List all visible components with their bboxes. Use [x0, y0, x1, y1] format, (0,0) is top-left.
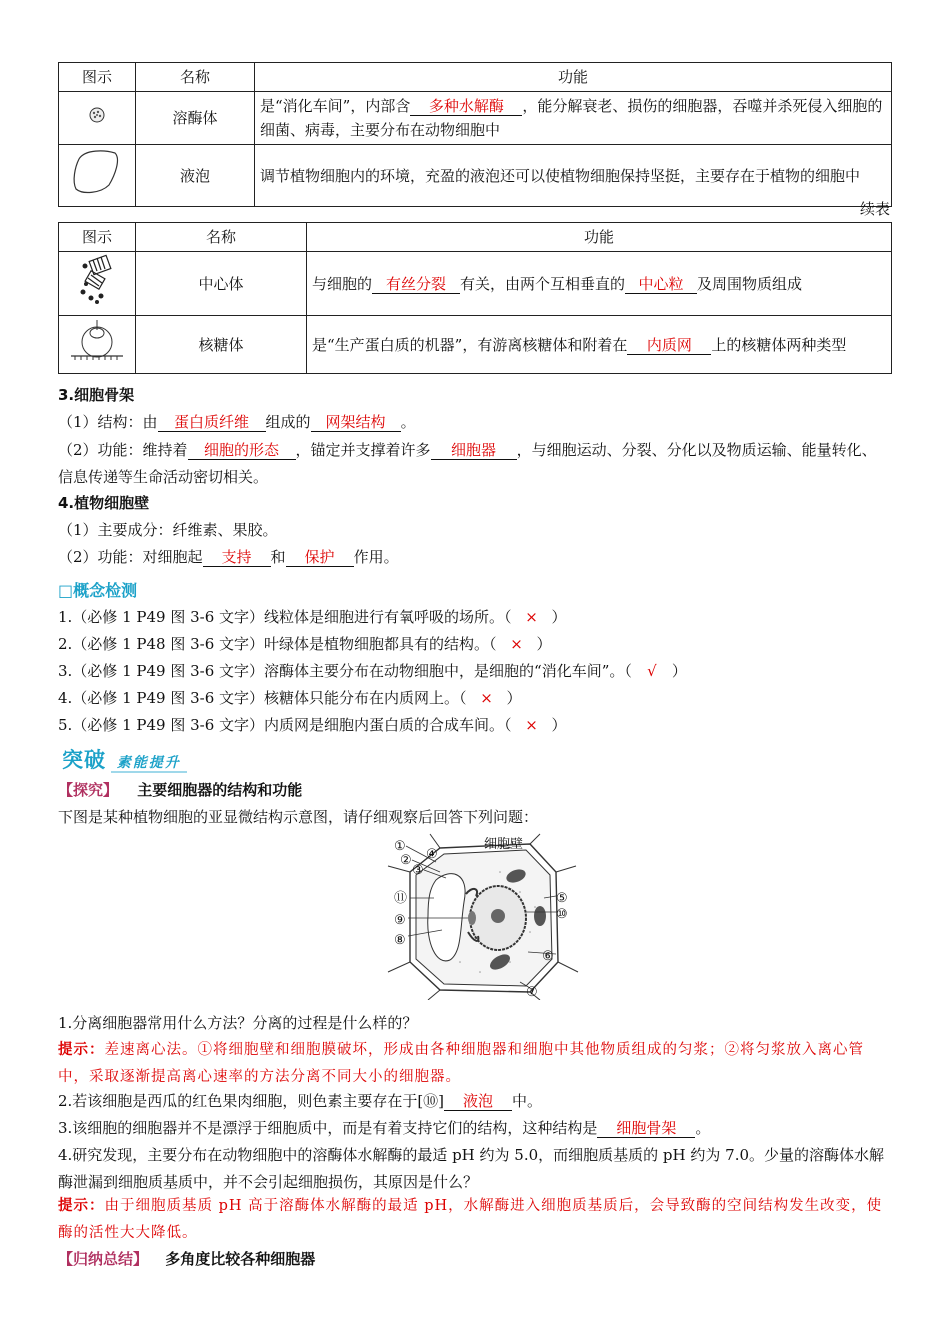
skeleton-blank-3: 细胞的形态 — [188, 441, 296, 460]
header-figure: 图示 — [59, 63, 136, 92]
banner-sub: 素能提升 — [111, 755, 187, 773]
ribosome-figure — [59, 316, 136, 374]
explore-title: 主要细胞器的结构和功能 — [137, 781, 303, 799]
label-11: ⑪ — [394, 891, 408, 906]
question-2: 2.若该细胞是西瓜的红色果肉细胞，则色素主要存在于[⑩] 液泡 中。 — [58, 1092, 543, 1110]
header-function: 功能 — [255, 63, 892, 92]
centrosome-figure — [59, 252, 136, 316]
organelle-table-1 — [58, 62, 892, 207]
label-8: ⑧ — [394, 933, 406, 948]
breakthrough-banner — [62, 744, 187, 774]
centrosome-icon — [77, 254, 117, 306]
answer-1: 提示：差速离心法。①将细胞壁和细胞膜破坏，形成由各种细胞器和细胞中其他物质组成的匀浆；②将匀浆放入离心管中，采取逐渐提高离心速率的方法分离不同大小的细胞器。 — [58, 1042, 864, 1085]
continued-label: 续表 — [860, 200, 891, 218]
vacuole-name: 液泡 — [136, 145, 255, 207]
explore-heading — [58, 779, 302, 800]
explore-intro: 下图是某种植物细胞的亚显微结构示意图，请仔细观察后回答下列问题： — [58, 808, 539, 826]
label-2: ② — [400, 853, 412, 868]
ribosome-name: 核糖体 — [136, 316, 307, 374]
answer-4: 提示：由于细胞质基质 pH 高于溶酶体水解酶的最适 pH，水解酶进入细胞质基质后，会导致酶的空间结构发生改变，使酶的活性大大降低。 — [58, 1198, 883, 1241]
concept-item-4: 4.（必修 1 P49 图 3-6 文字）核糖体只能分布在内质网上。（ × ） — [58, 689, 522, 707]
banner-main: 突破 — [62, 748, 106, 772]
section-3-title: 3.细胞骨架 — [58, 386, 135, 404]
lysosome-blank: 多种水解酶 — [410, 97, 522, 116]
centrosome-blank-1: 有丝分裂 — [372, 275, 460, 294]
section-3-structure: （1）结构：由 蛋白质纤维 组成的 网架结构 。 — [58, 413, 416, 431]
concept-item-5: 5.（必修 1 P49 图 3-6 文字）内质网是细胞内蛋白质的合成车间。（ × ） — [58, 716, 567, 734]
label-7: ⑦ — [526, 985, 538, 1000]
label-4: ④ — [426, 847, 438, 862]
question-3: 3.该细胞的细胞器并不是漂浮于细胞质中，而是有着支持它们的结构，这种结构是 细胞骨架 。 — [58, 1119, 711, 1137]
wall-blank-2: 保护 — [286, 548, 354, 567]
header-function: 功能 — [307, 223, 892, 252]
section-4-function: （2）功能：对细胞起 支持 和 保护 作用。 — [58, 548, 399, 566]
concept-item-3: 3.（必修 1 P49 图 3-6 文字）溶酶体主要分布在动物细胞中，是细胞的“消化车间”。（ √ ） — [58, 662, 687, 680]
header-name: 名称 — [136, 223, 307, 252]
label-3: ③ — [412, 863, 424, 878]
question-4: 4.研究发现，主要分布在动物细胞中的溶酶体水解酶的最适 pH 约为 5.0，而细胞质基质的 pH 约为 7.0。少量的溶酶体水解酶泄漏到细胞质基质中，并不会引起细胞损伤，其原因是什么？ — [58, 1146, 885, 1191]
label-5: ⑤ — [556, 891, 568, 906]
label-1: ① — [394, 839, 406, 854]
concept-check-title: □概念检测 — [58, 581, 138, 600]
header-name: 名称 — [136, 63, 255, 92]
centrosome-name: 中心体 — [136, 252, 307, 316]
ribosome-blank: 内质网 — [627, 336, 711, 355]
section-4-title: 4.植物细胞壁 — [58, 494, 150, 512]
wall-blank-1: 支持 — [203, 548, 271, 567]
lysosome-icon — [88, 106, 106, 124]
ribosome-icon — [67, 318, 127, 364]
centrosome-function: 与细胞的 有丝分裂 有关，由两个互相垂直的 中心粒 及周围物质组成 — [307, 252, 892, 316]
explore-tag: 【探究】 — [58, 781, 119, 799]
skeleton-blank-1: 蛋白质纤维 — [158, 413, 266, 432]
lysosome-function: 是“消化车间”，内部含 多种水解酶 ，能分解衰老、损伤的细胞器，吞噬并杀死侵入细胞的细菌、病毒，主要分布在动物细胞中 — [255, 92, 892, 145]
label-9: ⑨ — [394, 913, 406, 928]
label-6: ⑥ — [542, 949, 554, 964]
q2-blank: 液泡 — [444, 1092, 512, 1111]
section-3-function: （2）功能：维持着 细胞的形态 ，锚定并支撑着许多 细胞器 ，与细胞运动、分裂、分化以及物质运输、能量转化、信息传递等生命活动密切相关。 — [58, 441, 877, 486]
header-figure: 图示 — [59, 223, 136, 252]
section-4-composition: （1）主要成分：纤维素、果胶。 — [58, 521, 278, 539]
summary-title: 多角度比较各种细胞器 — [165, 1250, 316, 1268]
ribosome-function: 是“生产蛋白质的机器”，有游离核糖体和附着在 内质网 上的核糖体两种类型 — [307, 316, 892, 374]
plant-cell-figure — [380, 832, 580, 1000]
question-1: 1.分离细胞器常用什么方法？分离的过程是什么样的？ — [58, 1014, 418, 1032]
label-cell-wall: 细胞壁 — [484, 837, 524, 852]
vacuole-function: 调节植物细胞内的环境，充盈的液泡还可以使植物细胞保持坚挺，主要存在于植物的细胞中 — [255, 145, 892, 207]
skeleton-blank-4: 细胞器 — [431, 441, 517, 460]
lysosome-figure — [59, 92, 136, 145]
skeleton-blank-2: 网架结构 — [311, 413, 401, 432]
vacuole-figure — [59, 145, 136, 207]
summary-heading — [58, 1248, 315, 1269]
concept-item-2: 2.（必修 1 P48 图 3-6 文字）叶绿体是植物细胞都具有的结构。（ × ） — [58, 635, 552, 653]
lysosome-name: 溶酶体 — [136, 92, 255, 145]
q3-blank: 细胞骨架 — [597, 1119, 695, 1138]
centrosome-blank-2: 中心粒 — [625, 275, 697, 294]
summary-tag: 【归纳总结】 — [58, 1250, 149, 1268]
label-10: ⑩ — [556, 907, 568, 922]
concept-item-1: 1.（必修 1 P49 图 3-6 文字）线粒体是细胞进行有氧呼吸的场所。（ × ） — [58, 608, 567, 626]
vacuole-icon — [71, 147, 123, 197]
organelle-table-2 — [58, 222, 892, 374]
